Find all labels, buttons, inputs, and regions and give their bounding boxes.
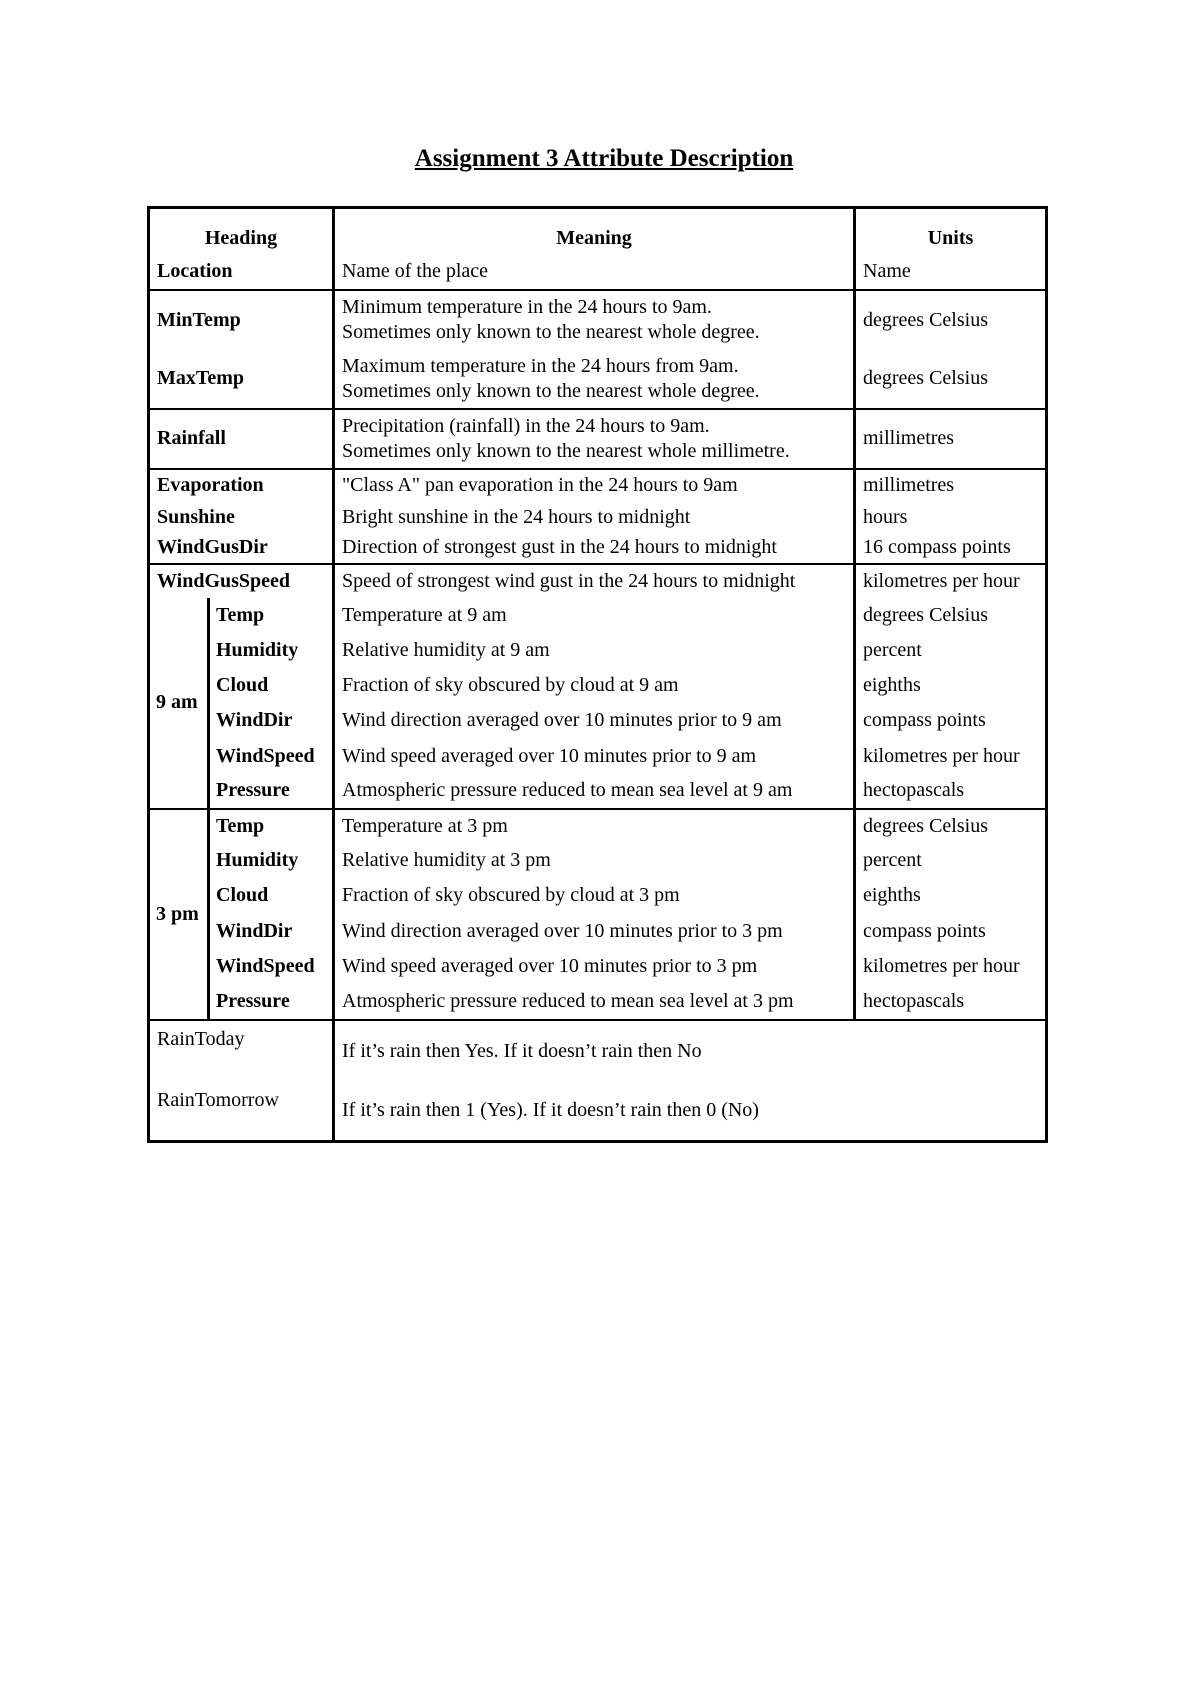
units-3pm-pressure: hectopascals — [855, 985, 1047, 1020]
group-label-3pm: 3 pm — [156, 902, 199, 925]
table-row-9am-winddir — [149, 703, 1047, 739]
units-windgusspeed: kilometres per hour — [855, 564, 1047, 598]
heading-9am-pressure: Pressure — [209, 774, 334, 809]
meaning-3pm-winddir: Wind direction averaged over 10 minutes prior to 3 pm — [334, 914, 855, 949]
heading-3pm-windspeed: WindSpeed — [209, 949, 334, 985]
units-location: Name — [855, 254, 1047, 290]
heading-location: Location — [157, 259, 233, 282]
meaning-9am-pressure: Atmospheric pressure reduced to mean sea level at 9 am — [334, 774, 855, 809]
heading-sunshine: Sunshine — [157, 505, 235, 528]
meaning-location: Name of the place — [334, 254, 855, 290]
meaning-3pm-humidity: Relative humidity at 3 pm — [334, 843, 855, 878]
units-3pm-windspeed: kilometres per hour — [855, 949, 1047, 985]
table-row-raintoday — [149, 1020, 1047, 1082]
meaning-maxtemp-line2: Sometimes only known to the nearest whole degree. — [342, 379, 760, 402]
meaning-rainfall-line2: Sometimes only known to the nearest whole millimetre. — [342, 439, 790, 462]
meaning-evaporation: "Class A" pan evaporation in the 24 hours to 9am — [334, 469, 855, 502]
heading-raintomorrow: RainTomorrow — [157, 1088, 279, 1111]
meaning-3pm-temp: Temperature at 3 pm — [334, 809, 855, 843]
meaning-9am-windspeed: Wind speed averaged over 10 minutes prior to 9 am — [334, 739, 855, 774]
meaning-9am-temp: Temperature at 9 am — [334, 598, 855, 633]
table-header-row — [149, 208, 1047, 254]
heading-3pm-temp: Temp — [209, 809, 334, 843]
heading-rainfall: Rainfall — [157, 427, 226, 449]
meaning-maxtemp — [334, 350, 855, 409]
heading-3pm-humidity: Humidity — [209, 843, 334, 878]
meaning-mintemp-line2: Sometimes only known to the nearest whole degree. — [342, 321, 760, 343]
units-3pm-temp: degrees Celsius — [855, 809, 1047, 843]
table-row-9am-pressure — [149, 774, 1047, 809]
page-title: Assignment 3 Attribute Description — [414, 145, 794, 172]
meaning-maxtemp-line1: Maximum temperature in the 24 hours from 9am. — [342, 354, 739, 377]
units-3pm-winddir: compass points — [855, 914, 1047, 949]
column-header-meaning: Meaning — [334, 208, 855, 254]
table-row-mintemp — [149, 290, 1047, 350]
units-9am-cloud: eighths — [855, 668, 1047, 703]
heading-3pm-cloud: Cloud — [209, 878, 334, 914]
meaning-sunshine: Bright sunshine in the 24 hours to midnight — [334, 502, 855, 533]
table-row-3pm-humidity — [149, 843, 1047, 878]
heading-3pm-winddir: WindDir — [209, 914, 334, 949]
table-row-9am-cloud — [149, 668, 1047, 703]
table-row-3pm-pressure — [149, 985, 1047, 1020]
table-row-windgusdir — [149, 533, 1047, 564]
units-rainfall: millimetres — [855, 409, 1047, 469]
heading-9am-temp: Temp — [209, 598, 334, 633]
table-row-sunshine — [149, 502, 1047, 533]
meaning-rainfall-line1: Precipitation (rainfall) in the 24 hours to 9am. — [342, 414, 710, 437]
units-sunshine: hours — [855, 502, 1047, 533]
meaning-9am-cloud: Fraction of sky obscured by cloud at 9 am — [334, 668, 855, 703]
units-9am-pressure: hectopascals — [855, 774, 1047, 809]
units-evaporation: millimetres — [855, 469, 1047, 502]
heading-9am-cloud: Cloud — [209, 668, 334, 703]
meaning-rainfall — [334, 409, 855, 469]
table-row-3pm-windspeed — [149, 949, 1047, 985]
heading-raintoday: RainToday — [157, 1027, 245, 1050]
heading-evaporation: Evaporation — [157, 474, 264, 496]
heading-maxtemp: MaxTemp — [157, 367, 245, 389]
table-row-3pm-temp — [149, 809, 1047, 843]
units-3pm-humidity: percent — [855, 843, 1047, 878]
group-label-9am: 9 am — [156, 691, 198, 713]
table-row-maxtemp — [149, 350, 1047, 409]
units-maxtemp: degrees Celsius — [855, 350, 1047, 409]
meaning-mintemp — [334, 290, 855, 350]
table-row-9am-temp — [149, 598, 1047, 633]
heading-9am-windspeed: WindSpeed — [209, 739, 334, 774]
meaning-9am-humidity: Relative humidity at 9 am — [334, 633, 855, 668]
meaning-3pm-pressure: Atmospheric pressure reduced to mean sea level at 3 pm — [334, 985, 855, 1020]
heading-windgusspeed: WindGusSpeed — [157, 569, 291, 592]
table-row-3pm-winddir — [149, 914, 1047, 949]
attribute-table — [147, 206, 1048, 1143]
meaning-raintomorrow: If it’s rain then 1 (Yes). If it doesn’t rain then 0 (No) — [334, 1082, 1047, 1142]
heading-windgusdir: WindGusDir — [157, 536, 268, 558]
units-windgusdir: 16 compass points — [855, 533, 1047, 564]
heading-9am-winddir: WindDir — [209, 703, 334, 739]
heading-3pm-pressure: Pressure — [209, 985, 334, 1020]
meaning-9am-winddir: Wind direction averaged over 10 minutes prior to 9 am — [334, 703, 855, 739]
meaning-raintoday: If it’s rain then Yes. If it doesn’t rain then No — [334, 1020, 1047, 1082]
units-9am-winddir: compass points — [855, 703, 1047, 739]
heading-9am-humidity: Humidity — [209, 633, 334, 668]
column-header-heading: Heading — [204, 226, 278, 249]
units-9am-temp: degrees Celsius — [855, 598, 1047, 633]
table-row-raintomorrow — [149, 1082, 1047, 1142]
table-row-9am-windspeed — [149, 739, 1047, 774]
table-row-rainfall — [149, 409, 1047, 469]
units-9am-windspeed: kilometres per hour — [855, 739, 1047, 774]
table-row-9am-humidity — [149, 633, 1047, 668]
table-row-3pm-cloud — [149, 878, 1047, 914]
units-3pm-cloud: eighths — [855, 878, 1047, 914]
heading-mintemp: MinTemp — [157, 308, 241, 331]
meaning-windgusspeed: Speed of strongest wind gust in the 24 hours to midnight — [334, 564, 855, 598]
table-row-location — [149, 254, 1047, 290]
meaning-windgusdir: Direction of strongest gust in the 24 hours to midnight — [334, 533, 855, 564]
table-row-windgusspeed — [149, 564, 1047, 598]
meaning-mintemp-line1: Minimum temperature in the 24 hours to 9am. — [342, 296, 712, 318]
units-9am-humidity: percent — [855, 633, 1047, 668]
table-row-evaporation — [149, 469, 1047, 502]
meaning-3pm-cloud: Fraction of sky obscured by cloud at 3 pm — [334, 878, 855, 914]
meaning-3pm-windspeed: Wind speed averaged over 10 minutes prior to 3 pm — [334, 949, 855, 985]
column-header-units: Units — [855, 208, 1047, 254]
units-mintemp: degrees Celsius — [855, 290, 1047, 350]
